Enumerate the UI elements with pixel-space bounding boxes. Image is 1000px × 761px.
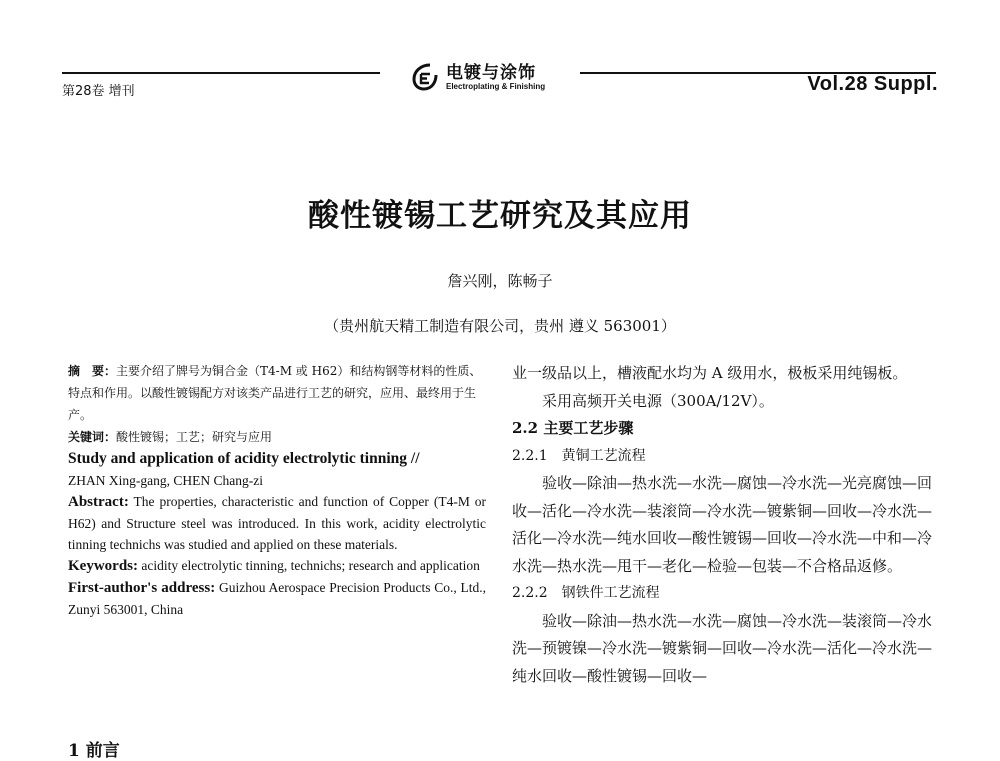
right-para-1: 业一级品以上，槽液配水均为 A 级用水，极板采用纯锡板。 bbox=[512, 364, 908, 382]
keywords-cn-text: 酸性镀锡；工艺；研究与应用 bbox=[116, 430, 273, 444]
english-keywords bbox=[68, 555, 486, 577]
section-2-2-heading: 2.2 主要工艺步骤 bbox=[512, 419, 634, 437]
volume-label: Vol.28 Suppl. bbox=[807, 73, 938, 95]
english-keywords-text: acidity electrolytic tinning, technichs; research and application bbox=[141, 558, 480, 573]
english-address bbox=[68, 577, 486, 620]
journal-name-cn: 电镀与涂饰 bbox=[446, 62, 536, 83]
header-rule-left bbox=[62, 72, 380, 74]
paper-authors: 詹兴刚，陈畅子 bbox=[447, 272, 553, 290]
english-address-text: Guizhou Aerospace Precision Products Co., Ltd., Zunyi 563001, China bbox=[68, 580, 486, 617]
section-1-heading: 1 前言 bbox=[68, 741, 120, 761]
english-keywords-label: Keywords: bbox=[68, 558, 138, 574]
keywords-cn-label: 关键词： bbox=[68, 430, 117, 444]
right-column bbox=[512, 360, 934, 690]
journal-logo bbox=[410, 62, 545, 92]
english-address-label: First-author's address: bbox=[68, 580, 216, 596]
paper-affiliation: （贵州航天精工制造有限公司，贵州 遵义 563001） bbox=[324, 317, 676, 335]
english-abstract-text: The properties, characteristic and function of Copper (T4-M or H62) and Structure steel was introduced. In this work, acidity electrolytic tinning technichs was studied and applied on these materials. bbox=[68, 494, 487, 552]
english-abstract bbox=[68, 491, 486, 555]
keywords-cn bbox=[68, 426, 486, 448]
abstract-cn-label: 摘 要： bbox=[68, 364, 117, 378]
issue-label: 第28卷 增刊 bbox=[62, 84, 135, 99]
flow-2-2-1: 验收—除油—热水洗—水洗—腐蚀—冷水洗—光亮腐蚀—回收—活化—冷水洗—装滚筒—冷水洗—镀紫铜—回收—冷水洗—活化—冷水洗—纯水回收—酸性镀锡—回收—冷水洗—中和—冷水洗—热水洗—甩干—老化—检验—包装—不合格品返修。 bbox=[512, 474, 933, 575]
english-title: Study and application of acidity electrolytic tinning // bbox=[68, 450, 420, 467]
abstract-cn-text: 主要介绍了牌号为铜合金（T4-M 或 H62）和结构钢等材料的性质、特点和作用。以酸性镀锡配方对该类产品进行工艺的研究，应用、最终用于生产。 bbox=[68, 364, 482, 422]
flow-2-2-2: 验收—除油—热水洗—水洗—腐蚀—冷水洗—装滚筒—冷水洗—预镀镍—冷水洗—镀紫铜—回收—冷水洗—活化—冷水洗—纯水回收—酸性镀锡—回收— bbox=[512, 611, 933, 685]
journal-logo-icon bbox=[410, 62, 440, 92]
left-column bbox=[68, 360, 486, 620]
journal-name-en: Electroplating & Finishing bbox=[446, 81, 546, 91]
right-para-2: 采用高频开关电源（300A/12V）。 bbox=[542, 391, 774, 410]
subsection-2-2-1-heading: 2.2.1 黄铜工艺流程 bbox=[512, 447, 646, 464]
paper-title: 酸性镀锡工艺研究及其应用 bbox=[308, 198, 692, 234]
subsection-2-2-2-heading: 2.2.2 钢铁件工艺流程 bbox=[512, 585, 660, 601]
english-authors: ZHAN Xing-gang, CHEN Chang-zi bbox=[68, 473, 263, 488]
abstract-cn bbox=[68, 360, 486, 426]
english-abstract-label: Abstract: bbox=[68, 494, 129, 510]
